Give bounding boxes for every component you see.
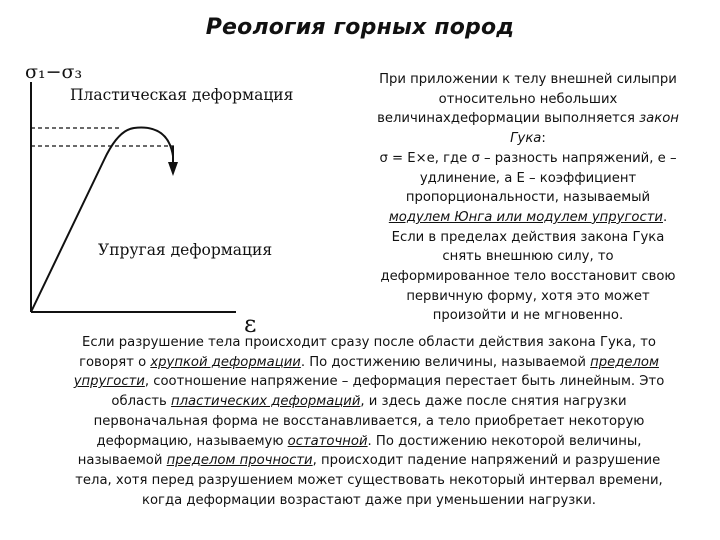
text-run: При приложении к телу внешней силы — [379, 72, 652, 87]
text-run: Если в пределах действия закона Гука — [391, 229, 665, 245]
text-run: , происходит падение напряжений и разрушение — [312, 453, 661, 469]
text-run: пропорциональности, называемый — [405, 190, 651, 206]
stress-strain-diagram — [22, 60, 352, 340]
text-run: , и здесь даже после снятия нагрузки — [360, 394, 627, 410]
text-run: тела, хотя перед разрушением может существовать некоторый интервал времени, — [75, 472, 663, 488]
emphasized-term: хрупкой деформации — [150, 354, 301, 370]
text-run: : — [541, 131, 546, 147]
stress-strain-curve — [31, 128, 173, 312]
text-run: когда деформации возрастают даже при уменьшении нагрузки. — [141, 492, 597, 508]
text-run: деформацию, называемую — [96, 433, 288, 449]
emphasized-term: остаточной — [287, 433, 368, 449]
emphasized-term: упругости — [73, 374, 145, 390]
text-run: произойти и не мгновенно. — [432, 308, 624, 324]
text-run: первичную форму, хотя это может — [406, 288, 650, 304]
text-run: . По достижению некоторой величины, — [367, 433, 642, 449]
text-run: при относительно небольших величинах — [377, 72, 677, 127]
slide-title: Реология горных пород — [205, 15, 515, 40]
emphasized-term: пластических деформаций — [170, 394, 361, 410]
text-run: удлинение, а Е – коэффициент — [419, 170, 637, 186]
text-run: . — [662, 209, 668, 225]
y-axis-label: σ₁−σ₃ — [25, 61, 83, 83]
text-run: называемой — [77, 453, 167, 469]
text-run: σ = Е×е, где σ – разность напряжений, е – — [379, 150, 677, 166]
text-run: снять внешнюю силу, то — [442, 249, 614, 265]
text-run: область — [111, 394, 171, 410]
text-run: деформированное тело восстановит свою — [380, 269, 676, 285]
emphasized-term: пределом прочности — [166, 453, 313, 469]
emphasized-term: закон Гука — [510, 111, 679, 147]
text-run: Если разрушение тела происходит сразу после области действия закона Гука, то — [82, 335, 656, 350]
hooke-law-text — [358, 70, 698, 326]
text-run: говорят о — [79, 354, 151, 370]
deformation-description-text — [25, 333, 713, 510]
text-run: . По достижению величины, называемой — [300, 354, 591, 370]
x-axis-label: ε — [244, 310, 257, 338]
emphasized-term: пределом — [590, 354, 659, 370]
text-run: деформации выполняется — [450, 111, 640, 127]
failure-arrow-icon — [168, 162, 178, 176]
text-run: первоначальная форма не восстанавливается, а тело приобретает некоторую — [93, 413, 645, 429]
plastic-deformation-label: Пластическая деформация — [70, 86, 294, 104]
text-run: , соотношение напряжение – деформация перестает быть линейным. Это — [144, 374, 665, 390]
elastic-deformation-label: Упругая деформация — [98, 241, 273, 259]
emphasized-term: модулем Юнга или модулем упругости — [388, 209, 663, 225]
